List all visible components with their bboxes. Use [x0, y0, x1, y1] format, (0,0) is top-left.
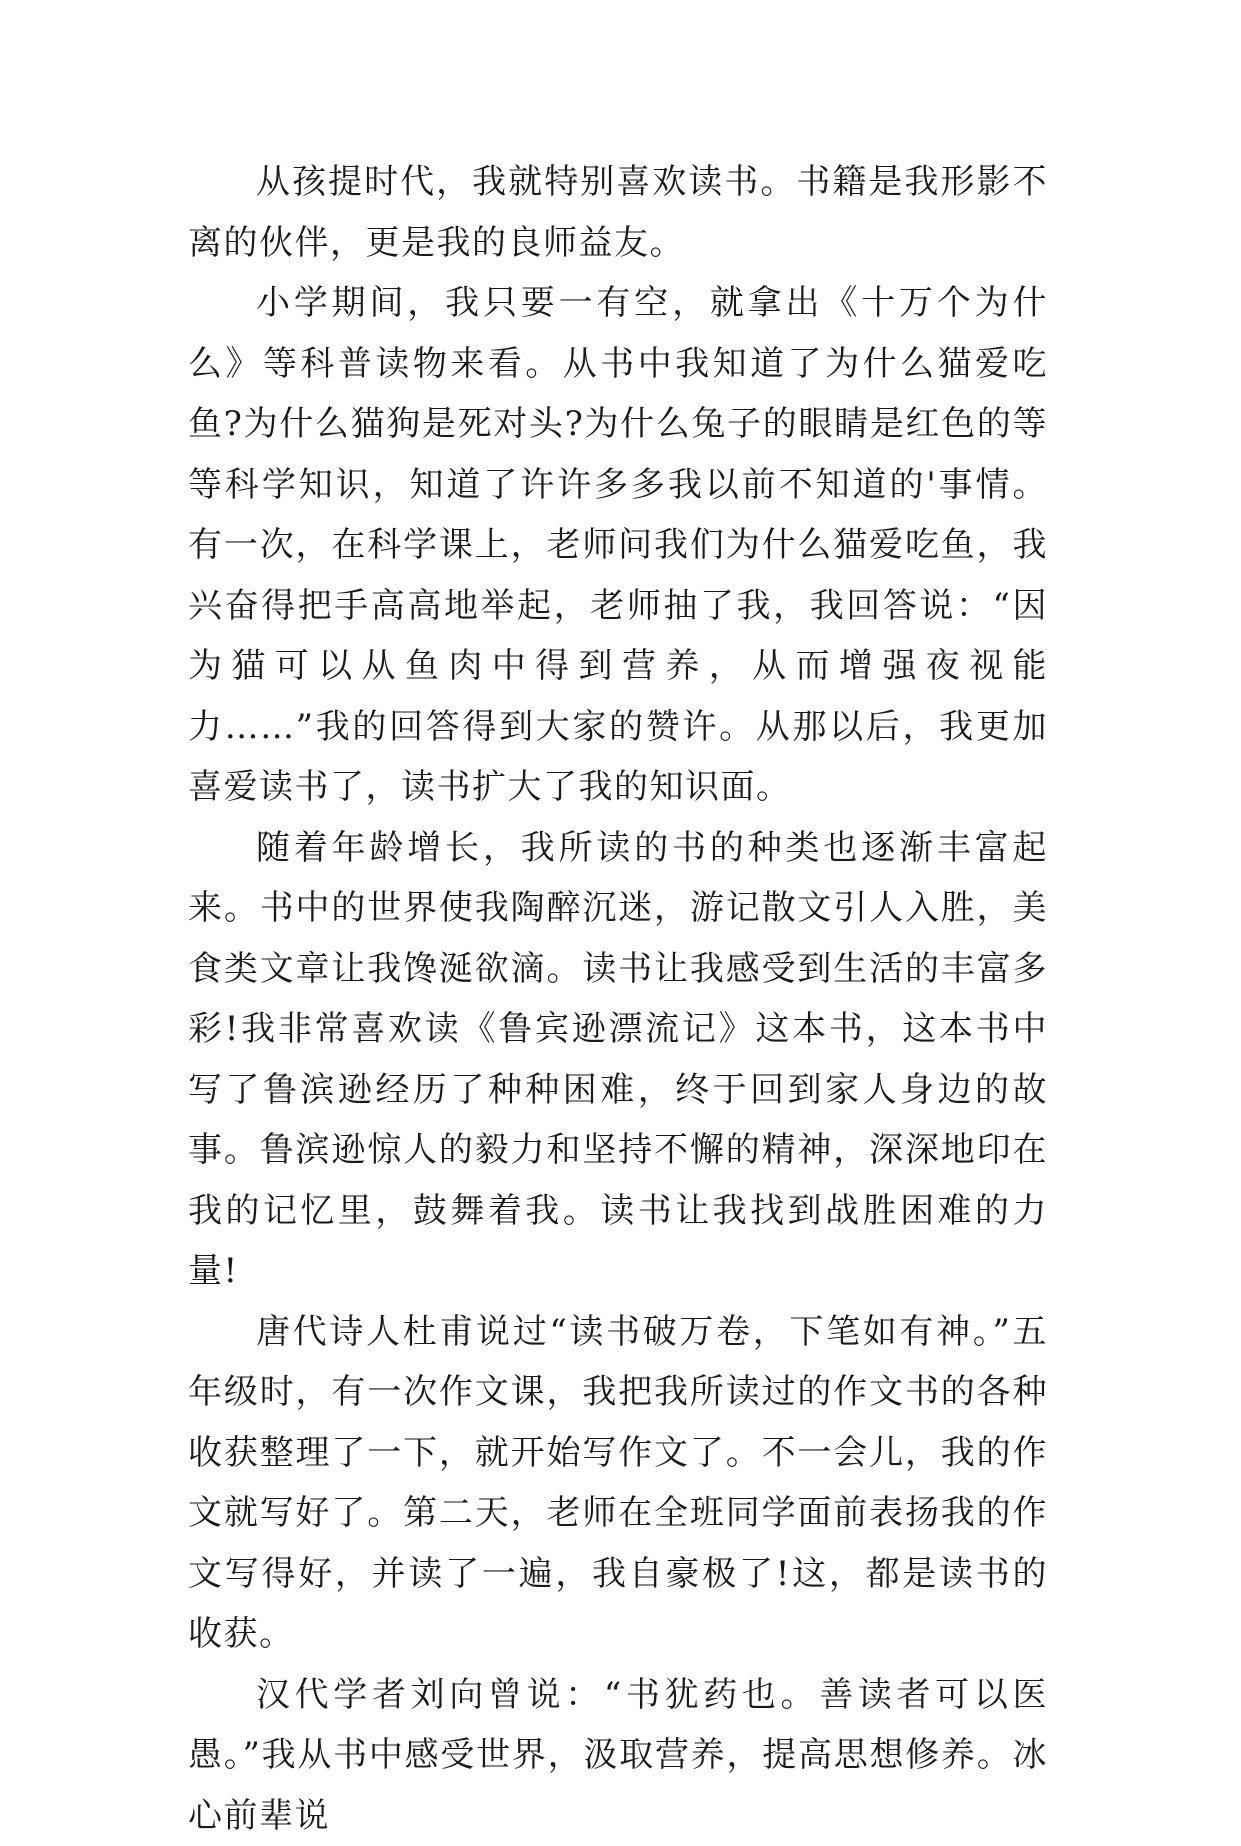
- paragraph-1: 从孩提时代，我就特别喜欢读书。书籍是我形影不离的伙伴，更是我的良师益友。: [188, 152, 1048, 273]
- paragraph-5: 汉代学者刘向曾说：“书犹药也。善读者可以医愚。”我从书中感受世界，汲取营养，提高思想修养。冰心前辈说: [188, 1665, 1048, 1846]
- paragraph-3: 随着年龄增长，我所读的书的种类也逐渐丰富起来。书中的世界使我陶醉沉迷，游记散文引人入胜，美食类文章让我馋涎欲滴。读书让我感受到生活的丰富多彩!我非常喜欢读《鲁宾逊漂流记》这本书，这本书中写了鲁滨逊经历了种种困难，终于回到家人身边的故事。鲁滨逊惊人的毅力和坚持不懈的精神，深深地印在我的记忆里，鼓舞着我。读书让我找到战胜困难的力量!: [188, 818, 1048, 1302]
- paragraph-4: 唐代诗人杜甫说过“读书破万卷，下笔如有神。”五年级时，有一次作文课，我把我所读过的作文书的各种收获整理了一下，就开始写作文了。不一会儿，我的作文就写好了。第二天，老师在全班同学面前表扬我的作文写得好，并读了一遍，我自豪极了!这，都是读书的收获。: [188, 1302, 1048, 1665]
- paragraph-2: 小学期间，我只要一有空，就拿出《十万个为什么》等科普读物来看。从书中我知道了为什么猫爱吃鱼?为什么猫狗是死对头?为什么兔子的眼睛是红色的等等科学知识，知道了许许多多我以前不知道的'事情。有一次，在科学课上，老师问我们为什么猫爱吃鱼，我兴奋得把手高高地举起，老师抽了我，我回答说：“因为猫可以从鱼肉中得到营养，从而增强夜视能力……”我的回答得到大家的赞许。从那以后，我更加喜爱读书了，读书扩大了我的知识面。: [188, 273, 1048, 818]
- document-body: [188, 152, 1048, 1846]
